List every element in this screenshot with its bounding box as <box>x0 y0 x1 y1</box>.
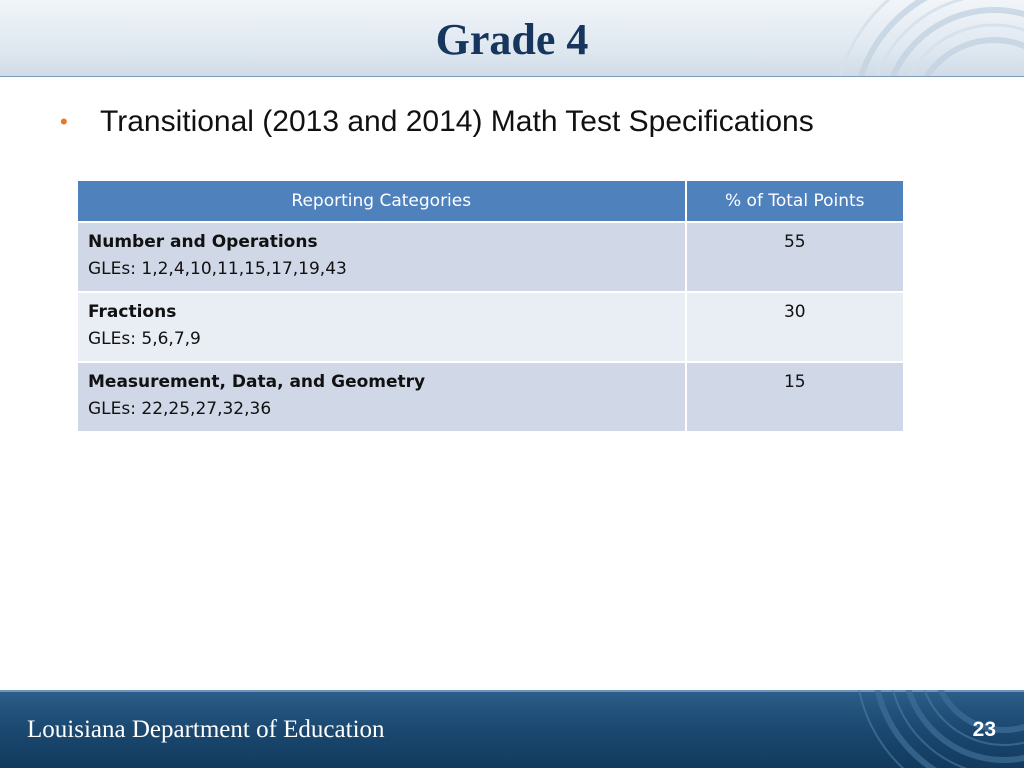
category-cell <box>77 362 686 432</box>
category-gles: GLEs: 1,2,4,10,11,15,17,19,43 <box>88 259 347 279</box>
category-name: Number and Operations <box>88 232 318 252</box>
category-cell <box>77 222 686 292</box>
percent-cell: 55 <box>686 222 904 292</box>
footer-band <box>0 690 1024 768</box>
bullet-item <box>60 100 814 144</box>
table-row <box>77 222 904 292</box>
bullet-marker: • <box>60 109 68 134</box>
percent-cell: 15 <box>686 362 904 432</box>
organization-name: Louisiana Department of Education <box>27 716 385 743</box>
slide-title: Grade 4 <box>435 15 589 64</box>
category-name: Fractions <box>88 302 177 322</box>
table-row <box>77 362 904 432</box>
header-divider <box>0 76 1024 77</box>
column-header-percent-total-points: % of Total Points <box>686 180 904 222</box>
test-specifications-table <box>76 179 905 433</box>
table-row <box>77 292 904 362</box>
bullet-text: Transitional (2013 and 2014) Math Test Specifications <box>100 105 814 138</box>
column-header-reporting-categories: Reporting Categories <box>77 180 686 222</box>
category-cell <box>77 292 686 362</box>
table-header-row <box>77 180 904 222</box>
header-band <box>0 0 1024 77</box>
category-gles: GLEs: 22,25,27,32,36 <box>88 399 272 419</box>
category-name: Measurement, Data, and Geometry <box>88 372 426 392</box>
category-gles: GLEs: 5,6,7,9 <box>88 329 201 349</box>
page-number: 23 <box>972 718 996 741</box>
percent-cell: 30 <box>686 292 904 362</box>
